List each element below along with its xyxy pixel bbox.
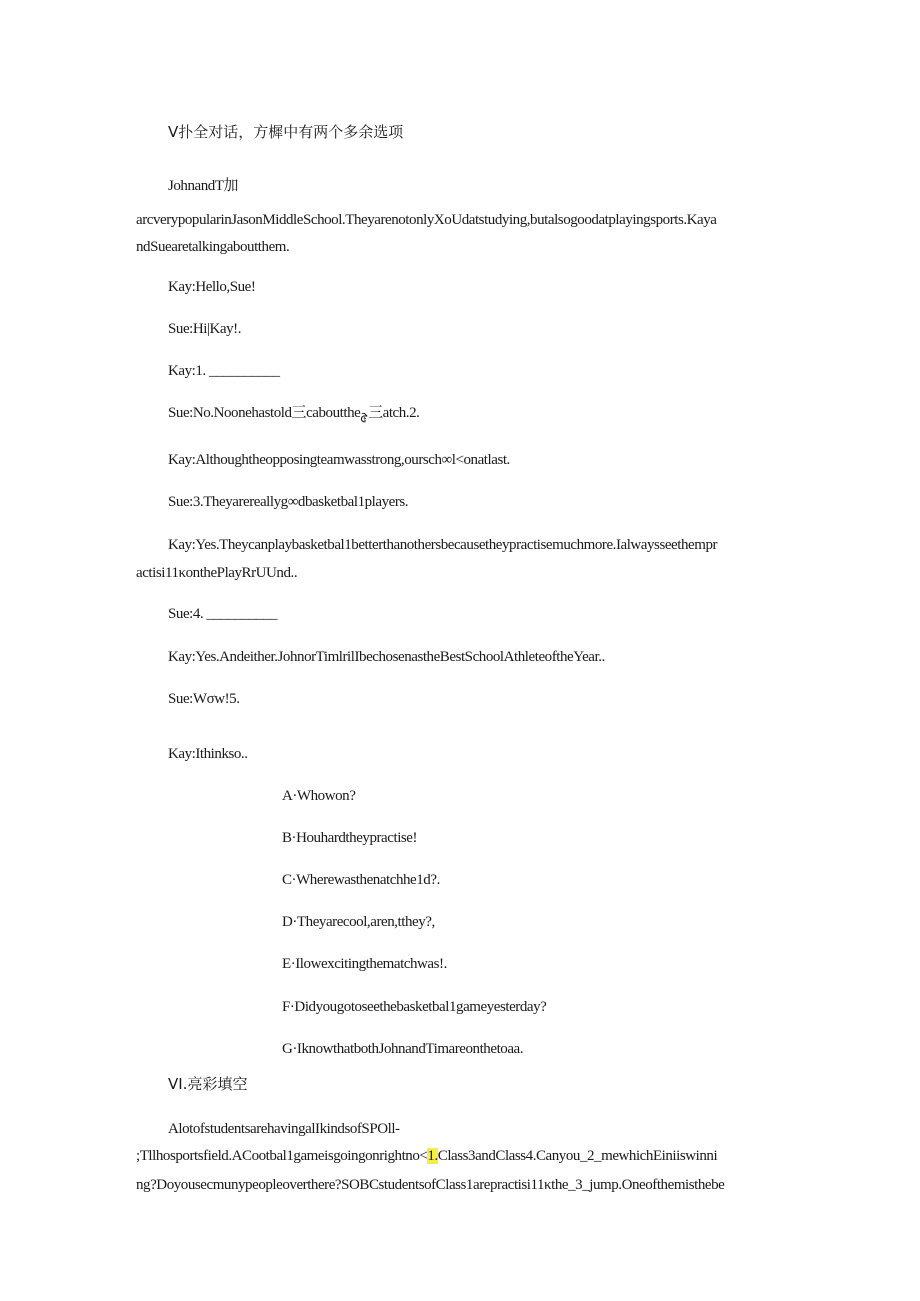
dialogue-line: Sue:No.Noonehastold三cabouttheࣆ三atch.2.	[168, 405, 420, 421]
section-5-heading: V扑全对话，方樨中有两个多余选项	[168, 123, 404, 141]
option-item: E·Ilowexcitingthematchwas!.	[282, 956, 447, 972]
option-item: C·Wherewasthenatchhe1d?.	[282, 872, 440, 888]
intro-line-3: ndSuearetalkingaboutthem.	[136, 239, 290, 255]
option-item: D·Theyarecool,aren,tthey?,	[282, 914, 435, 930]
dialogue-line: Sue:4. __________	[168, 606, 278, 622]
dialogue-line: Kay:1. __________	[168, 363, 280, 379]
dialogue-line: Sue:3.Theyarereallyg∞dbasketbal1players.	[168, 494, 409, 510]
passage-line-3: ng?Doyousecmunypeopleoverthere?SOBCstudentsofClass1arepractisi11κthe_3_jump.Oneofthemisthebe	[136, 1177, 725, 1193]
option-item: A·Whowon?	[282, 788, 356, 804]
option-item: G·IknowthatbothJohnandTimareonthetoaa.	[282, 1041, 524, 1057]
intro-line-1: JohnandT加	[168, 178, 239, 194]
dialogue-line: Kay:Ithinkso..	[168, 746, 248, 762]
highlighted-blank-number: 1.	[427, 1148, 438, 1164]
dialogue-line: Sue:Wσw!5.	[168, 691, 240, 707]
dialogue-line: Kay:Yes.Theycanplaybasketbal1betterthanothersbecausetheypractisemuchmore.Ialwaysseethempr	[168, 537, 718, 553]
option-item: F·Didyougotoseethebasketbal1gameyesterday?	[282, 999, 547, 1015]
dialogue-line: Kay:Yes.Andeither.JohnorTimlrilIbechosenastheBestSchoolAthleteoftheYear..	[168, 649, 605, 665]
section-6-heading: VI.亮彩填空	[168, 1075, 248, 1093]
intro-line-2: arcverypopularinJasonMiddleSchool.TheyarenotonlyXoUdatstudying,butalsogoodatplayingsports.Kaya	[136, 212, 717, 228]
dialogue-line: actisi11κonthePlayRrUUnd..	[136, 565, 298, 581]
option-item: B·Houhardtheypractise!	[282, 830, 418, 846]
passage-text: ;Tllhosportsfield.ACootbal1gameisgoingonrightno<	[136, 1148, 428, 1164]
dialogue-line: Kay:Hello,Sue!	[168, 279, 256, 295]
dialogue-line: Sue:Hi|Kay!.	[168, 321, 242, 337]
dialogue-line: Kay:Althoughtheopposingteamwasstrong,oursch∞l<onatlast.	[168, 452, 510, 468]
passage-text: Class3andClass4.Canyou_2_mewhichEiniiswinni	[437, 1148, 718, 1164]
passage-line-1: AlotofstudentsarehavingalIkindsofSPOll-	[168, 1121, 400, 1137]
passage-line-2	[136, 1147, 717, 1165]
